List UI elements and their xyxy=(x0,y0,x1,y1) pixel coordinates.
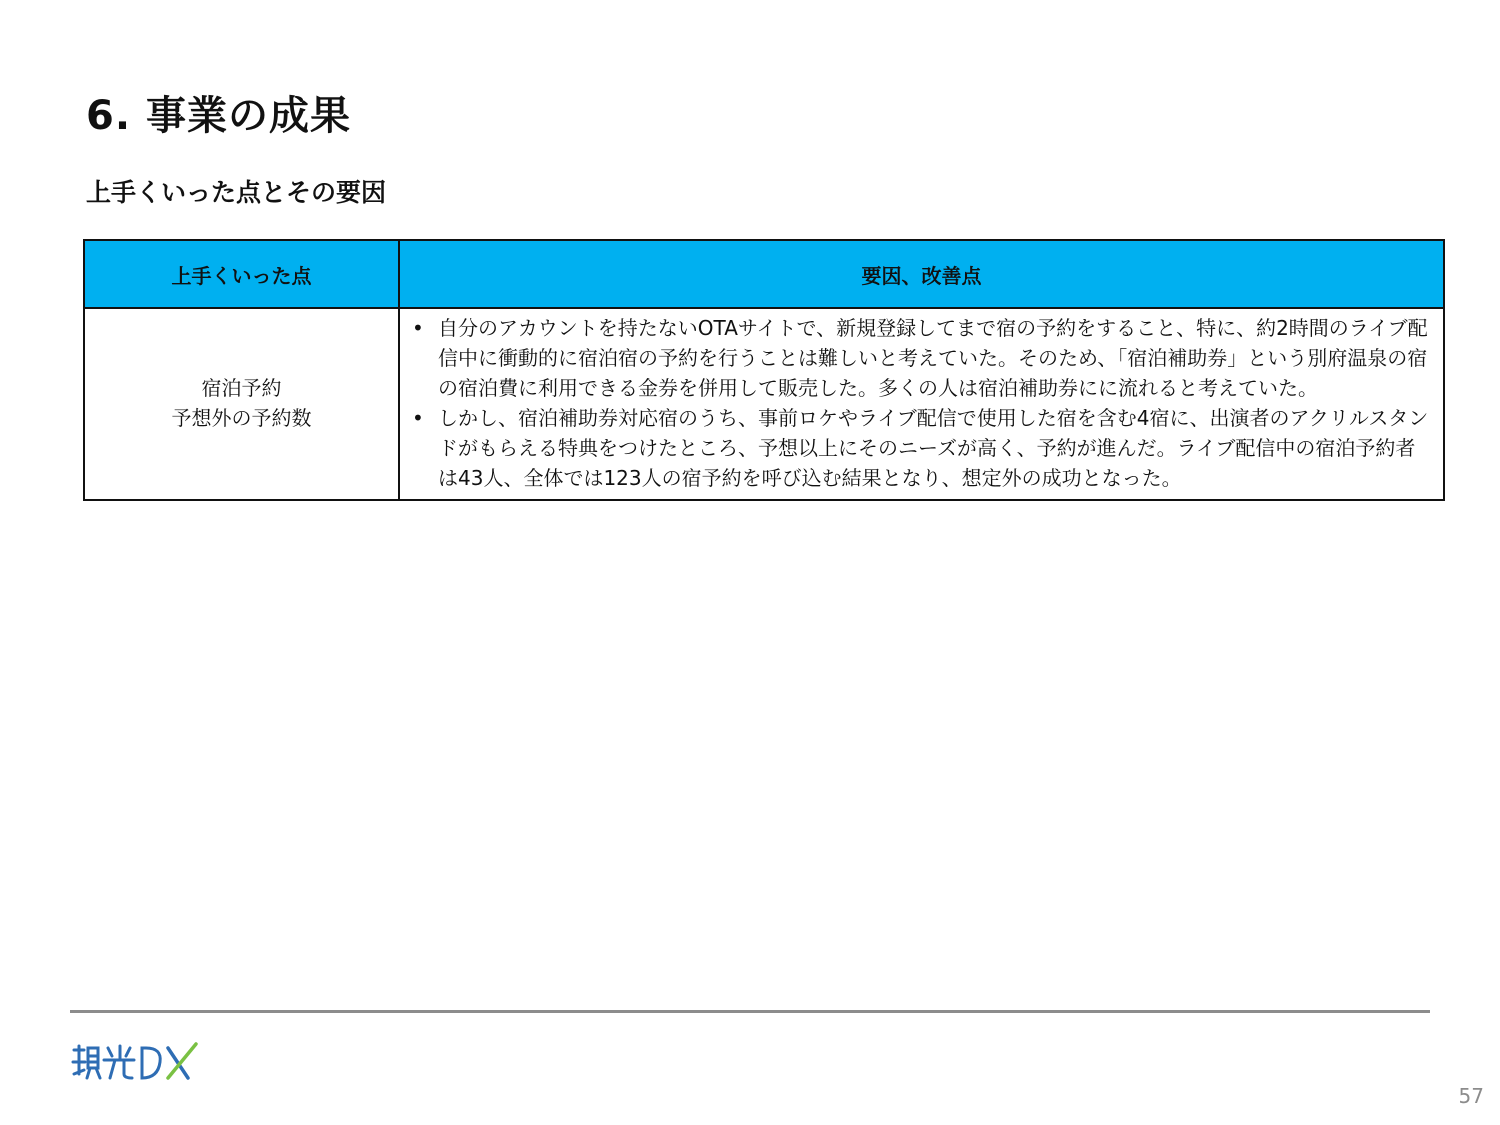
kanko-dx-logo-icon xyxy=(70,1040,200,1084)
page-title: 6. 事業の成果 xyxy=(86,93,351,139)
section-title: 上手くいった点とその要因 xyxy=(86,178,387,207)
table-row xyxy=(84,308,1444,500)
factors-list xyxy=(408,313,1435,493)
header-factors-improvements: 要因、改善点 xyxy=(399,240,1444,308)
factor-text: しかし、宿泊補助券対応宿のうち、事前ロケやライブ配信で使用した宿を含む4宿に、出演者のアクリルスタンドがもらえる特典をつけたところ、予想以上にそのニーズが高く、予約が進んだ。ライブ配信中の宿泊予約者は43人、全体では123人の宿予約を呼び込む結果となり、想定外の成功となった。 xyxy=(438,406,1429,490)
successful-point-line: 宿泊予約 xyxy=(201,376,282,400)
table-header-row xyxy=(84,240,1444,308)
header-successful-points: 上手くいった点 xyxy=(84,240,399,308)
page-number: 57 xyxy=(1458,1084,1484,1108)
list-item xyxy=(412,403,1435,493)
results-table xyxy=(83,239,1445,501)
factors-cell xyxy=(399,308,1444,500)
bullet-icon: • xyxy=(412,316,424,340)
factor-text: 自分のアカウントを持たないOTAサイトで、新規登録してまで宿の予約をすること、特に、約2時間のライブ配信中に衝動的に宿泊宿の予約を行うことは難しいと考えていた。そのため、「宿泊補助券」という別府温泉の宿の宿泊費に利用できる金券を併用して販売した。多くの人は宿泊補助券にに流れると考えていた。 xyxy=(438,316,1428,400)
successful-point-cell xyxy=(84,308,399,500)
footer-divider xyxy=(70,1010,1430,1013)
bullet-icon: • xyxy=(412,406,424,430)
successful-point-line: 予想外の予約数 xyxy=(171,406,312,430)
list-item xyxy=(412,313,1435,403)
